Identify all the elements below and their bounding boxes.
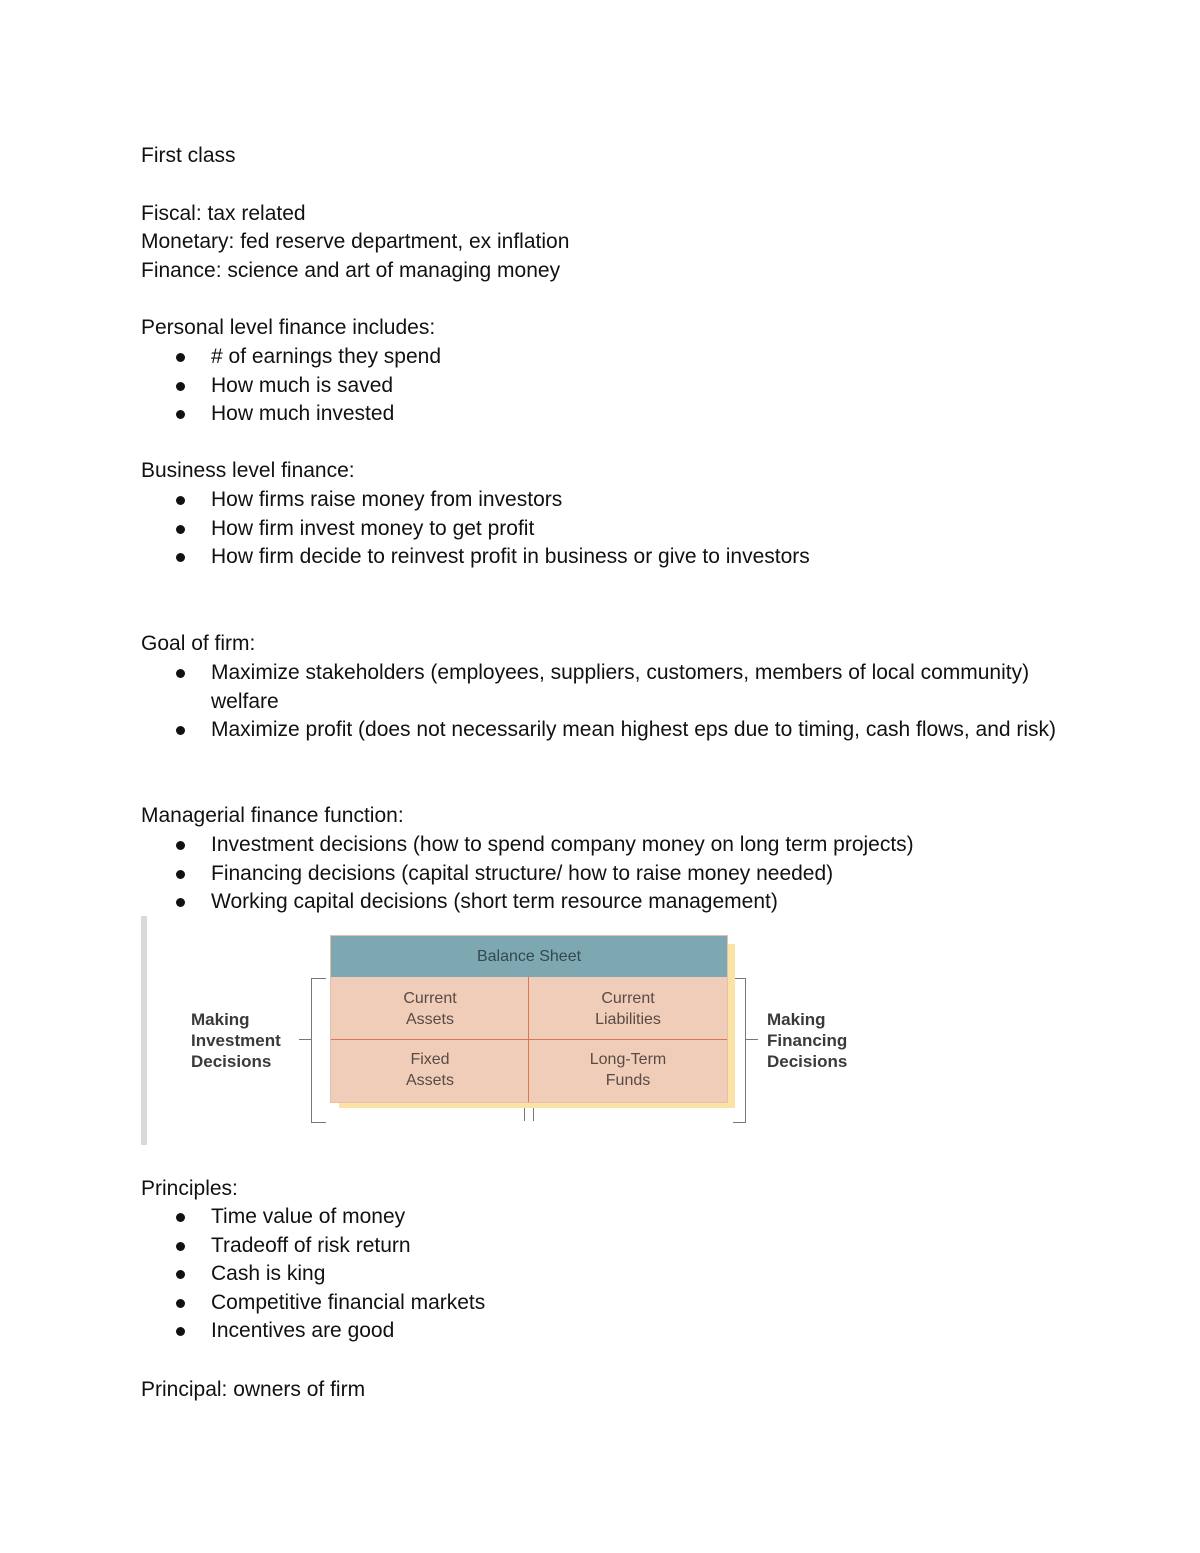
investment-connector [299, 1039, 311, 1040]
list-item: Maximize profit (does not necessarily mean highest eps due to timing, cash flows, and risk) [141, 716, 1061, 745]
balance-sheet-figure [141, 916, 861, 1146]
list-item: Working capital decisions (short term resource management) [141, 888, 914, 917]
principles-heading: Principles: [141, 1177, 238, 1200]
making-financing-decisions-label: Making Financing Decisions [767, 1010, 848, 1071]
figure-side-bar [141, 916, 147, 1145]
principles-list [141, 1203, 485, 1346]
current-assets-cell: Current Assets [403, 990, 457, 1028]
list-item: # of earnings they spend [141, 343, 441, 372]
list-item: How firm decide to reinvest profit in business or give to investors [141, 543, 810, 572]
row-divider [331, 1039, 727, 1040]
business-list [141, 486, 810, 572]
definition-fiscal: Fiscal: tax related [141, 202, 306, 225]
list-item: How firms raise money from investors [141, 486, 810, 515]
investment-bracket-bottom [324, 1108, 525, 1121]
list-item: How firm invest money to get profit [141, 515, 810, 544]
personal-heading: Personal level finance includes: [141, 316, 436, 339]
long-term-funds-cell: Long-Term Funds [589, 1051, 667, 1089]
making-investment-decisions-label: Making Investment Decisions [191, 1010, 281, 1071]
list-item: Competitive financial markets [141, 1289, 485, 1318]
principal-definition: Principal: owners of firm [141, 1378, 366, 1401]
list-item: Investment decisions (how to spend company money on long term projects) [141, 831, 914, 860]
definition-monetary: Monetary: fed reserve department, ex inflation [141, 230, 570, 253]
personal-list [141, 343, 441, 429]
goal-list [141, 659, 1061, 745]
list-item: Tradeoff of risk return [141, 1232, 485, 1261]
definition-finance: Finance: science and art of managing money [141, 259, 561, 282]
list-item: Maximize stakeholders (employees, suppliers, customers, members of local community) welfare [141, 659, 1061, 716]
managerial-list [141, 831, 914, 917]
balance-sheet-table [331, 936, 727, 1102]
current-liabilities-cell: Current Liabilities [595, 990, 661, 1028]
goal-heading: Goal of firm: [141, 632, 256, 655]
list-item: Time value of money [141, 1203, 485, 1232]
investment-bracket [311, 978, 326, 1123]
fixed-assets-cell: Fixed Assets [405, 1051, 454, 1089]
list-item: How much is saved [141, 372, 441, 401]
list-item: Cash is king [141, 1260, 485, 1289]
managerial-heading: Managerial finance function: [141, 804, 404, 827]
page-title: First class [141, 144, 236, 167]
list-item: Financing decisions (capital structure/ how to raise money needed) [141, 860, 914, 889]
balance-sheet-header: Balance Sheet [331, 936, 727, 977]
list-item: How much invested [141, 400, 441, 429]
list-item: Incentives are good [141, 1317, 485, 1346]
business-heading: Business level finance: [141, 459, 355, 482]
financing-bracket-bottom [533, 1108, 734, 1121]
financing-connector [746, 1039, 758, 1040]
